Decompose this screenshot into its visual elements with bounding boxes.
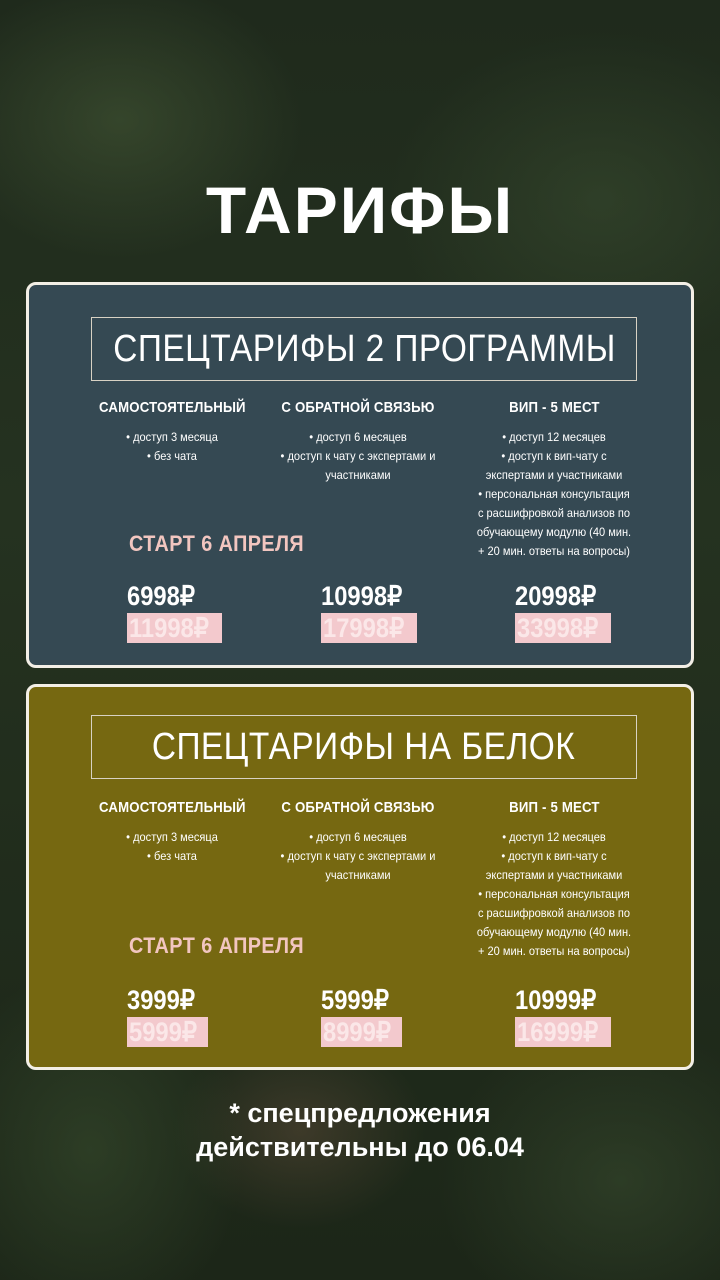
current-price: 3999₽ xyxy=(127,985,195,1015)
current-price: 10998₽ xyxy=(321,581,403,611)
tier-column-vip xyxy=(449,799,659,961)
feature-item: экспертами и участниками xyxy=(485,868,623,882)
start-date: СТАРТ 6 АПРЕЛЯ xyxy=(129,933,305,958)
start-date: СТАРТ 6 АПРЕЛЯ xyxy=(129,531,305,556)
tier-features xyxy=(253,828,463,885)
tier-features xyxy=(449,428,659,561)
feature-item: • доступ 3 месяца xyxy=(126,830,218,844)
feature-item: • персональная консультация xyxy=(478,887,630,901)
tier-name: САМОСТОЯТЕЛЬНЫЙ xyxy=(98,799,246,816)
feature-item: • доступ к чату с экспертами и xyxy=(280,849,436,863)
tier-column-vip xyxy=(449,399,659,561)
card-heading: СПЕЦТАРИФЫ НА БЕЛОК xyxy=(91,715,637,779)
offer-footnote xyxy=(0,1096,720,1164)
feature-item: • без чата xyxy=(147,449,197,463)
old-price: 17998₽ xyxy=(321,613,417,643)
feature-item: экспертами и участниками xyxy=(485,468,623,482)
feature-item: с расшифровкой анализов по xyxy=(477,906,631,920)
tier-name: С ОБРАТНОЙ СВЯЗЬЮ xyxy=(281,799,435,816)
tier-name: ВИП - 5 МЕСТ xyxy=(508,799,600,816)
tier-column-self xyxy=(67,399,277,466)
feature-item: + 20 мин. ответы на вопросы) xyxy=(478,544,630,558)
current-price: 20998₽ xyxy=(515,581,597,611)
footnote-line: действительны до 06.04 xyxy=(196,1132,524,1162)
feature-item: • без чата xyxy=(147,849,197,863)
old-price: 5999₽ xyxy=(127,1017,208,1047)
price-vip xyxy=(515,581,611,643)
tier-features xyxy=(253,428,463,485)
footnote-line: * спецпредложения xyxy=(229,1098,491,1128)
tier-name: С ОБРАТНОЙ СВЯЗЬЮ xyxy=(281,399,435,416)
tier-name: ВИП - 5 МЕСТ xyxy=(508,399,600,416)
card-heading: СПЕЦТАРИФЫ 2 ПРОГРАММЫ xyxy=(91,317,637,381)
current-price: 5999₽ xyxy=(321,985,389,1015)
price-feedback xyxy=(321,985,402,1047)
price-self xyxy=(127,985,208,1047)
feature-item: • доступ 6 месяцев xyxy=(309,830,407,844)
old-price: 11998₽ xyxy=(127,613,222,643)
tier-features xyxy=(67,828,277,866)
feature-item: участниками xyxy=(325,868,391,882)
tier-column-feedback xyxy=(253,799,463,885)
feature-item: + 20 мин. ответы на вопросы) xyxy=(478,944,630,958)
feature-item: участниками xyxy=(325,468,391,482)
feature-item: • доступ к вип-чату с xyxy=(501,849,607,863)
feature-item: • персональная консультация xyxy=(478,487,630,501)
feature-item: • доступ 6 месяцев xyxy=(309,430,407,444)
page-title: ТАРИФЫ xyxy=(205,173,515,247)
tier-column-self xyxy=(67,799,277,866)
current-price: 10999₽ xyxy=(515,985,597,1015)
price-vip xyxy=(515,985,611,1047)
tariff-card-programs xyxy=(26,282,694,668)
tier-features xyxy=(67,428,277,466)
price-self xyxy=(127,581,222,643)
tier-column-feedback xyxy=(253,399,463,485)
feature-item: • доступ 3 месяца xyxy=(126,430,218,444)
feature-item: с расшифровкой анализов по xyxy=(477,506,631,520)
feature-item: • доступ к вип-чату с xyxy=(501,449,607,463)
old-price: 16999₽ xyxy=(515,1017,611,1047)
feature-item: • доступ к чату с экспертами и xyxy=(280,449,436,463)
old-price: 33998₽ xyxy=(515,613,611,643)
feature-item: обучающему модулю (40 мин. xyxy=(476,525,632,539)
tier-name: САМОСТОЯТЕЛЬНЫЙ xyxy=(98,399,246,416)
feature-item: • доступ 12 месяцев xyxy=(502,830,606,844)
feature-item: • доступ 12 месяцев xyxy=(502,430,606,444)
tier-features xyxy=(449,828,659,961)
price-feedback xyxy=(321,581,417,643)
old-price: 8999₽ xyxy=(321,1017,402,1047)
current-price: 6998₽ xyxy=(127,581,195,611)
tariff-card-protein xyxy=(26,684,694,1070)
feature-item: обучающему модулю (40 мин. xyxy=(476,925,632,939)
